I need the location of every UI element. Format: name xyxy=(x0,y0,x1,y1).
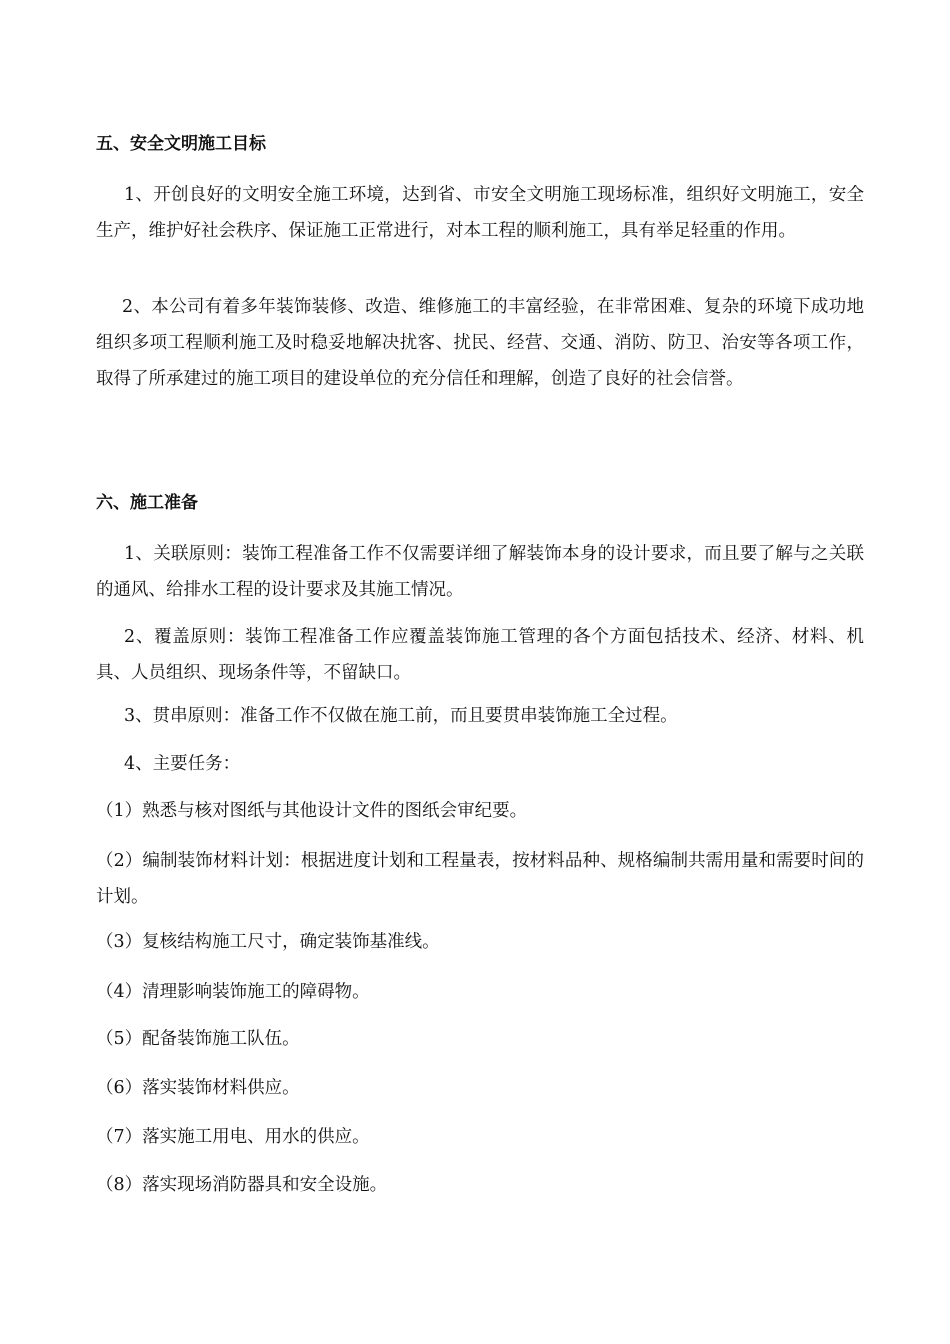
task-item-7: （7）落实施工用电、用水的供应。 xyxy=(96,1127,370,1147)
section-5-paragraph-2: 2、本公司有着多年装饰装修、改造、维修施工的丰富经验，在非常困难、复杂的环境下成功地组织多项工程顺利施工及时稳妥地解决扰客、扰民、经营、交通、消防、防卫、治安等各项工作，取得了所承建过的施工项目的建设单位的充分信任和理解，创造了良好的社会信誉。 xyxy=(96,297,864,389)
task-item-8: （8）落实现场消防器具和安全设施。 xyxy=(96,1175,388,1195)
section-heading-6: 六、施工准备 xyxy=(96,493,198,513)
task-item-4: （4）清理影响装饰施工的障碍物。 xyxy=(96,982,370,1002)
task-item-6: （6）落实装饰材料供应。 xyxy=(96,1078,300,1098)
section-5-paragraph-1: 1、开创良好的文明安全施工环境，达到省、市安全文明施工现场标准，组织好文明施工，安全生产，维护好社会秩序、保证施工正常进行，对本工程的顺利施工，具有举足轻重的作用。 xyxy=(96,185,864,241)
section-6-paragraph-1: 1、关联原则：装饰工程准备工作不仅需要详细了解装饰本身的设计要求，而且要了解与之关联的通风、给排水工程的设计要求及其施工情况。 xyxy=(96,544,864,600)
section-heading-5: 五、安全文明施工目标 xyxy=(96,134,266,154)
section-6-paragraph-4: 4、主要任务： xyxy=(124,754,241,774)
task-item-1: （1）熟悉与核对图纸与其他设计文件的图纸会审纪要。 xyxy=(96,801,528,821)
section-6-paragraph-3: 3、贯串原则：准备工作不仅做在施工前，而且要贯串装饰施工全过程。 xyxy=(124,706,678,726)
task-item-3: （3）复核结构施工尺寸，确定装饰基准线。 xyxy=(96,932,440,952)
task-item-5: （5）配备装饰施工队伍。 xyxy=(96,1029,300,1049)
task-item-2: （2）编制装饰材料计划：根据进度计划和工程量表，按材料品种、规格编制共需用量和需要时间的计划。 xyxy=(96,851,864,907)
section-6-paragraph-2: 2、覆盖原则：装饰工程准备工作应覆盖装饰施工管理的各个方面包括技术、经济、材料、机具、人员组织、现场条件等，不留缺口。 xyxy=(96,627,864,683)
